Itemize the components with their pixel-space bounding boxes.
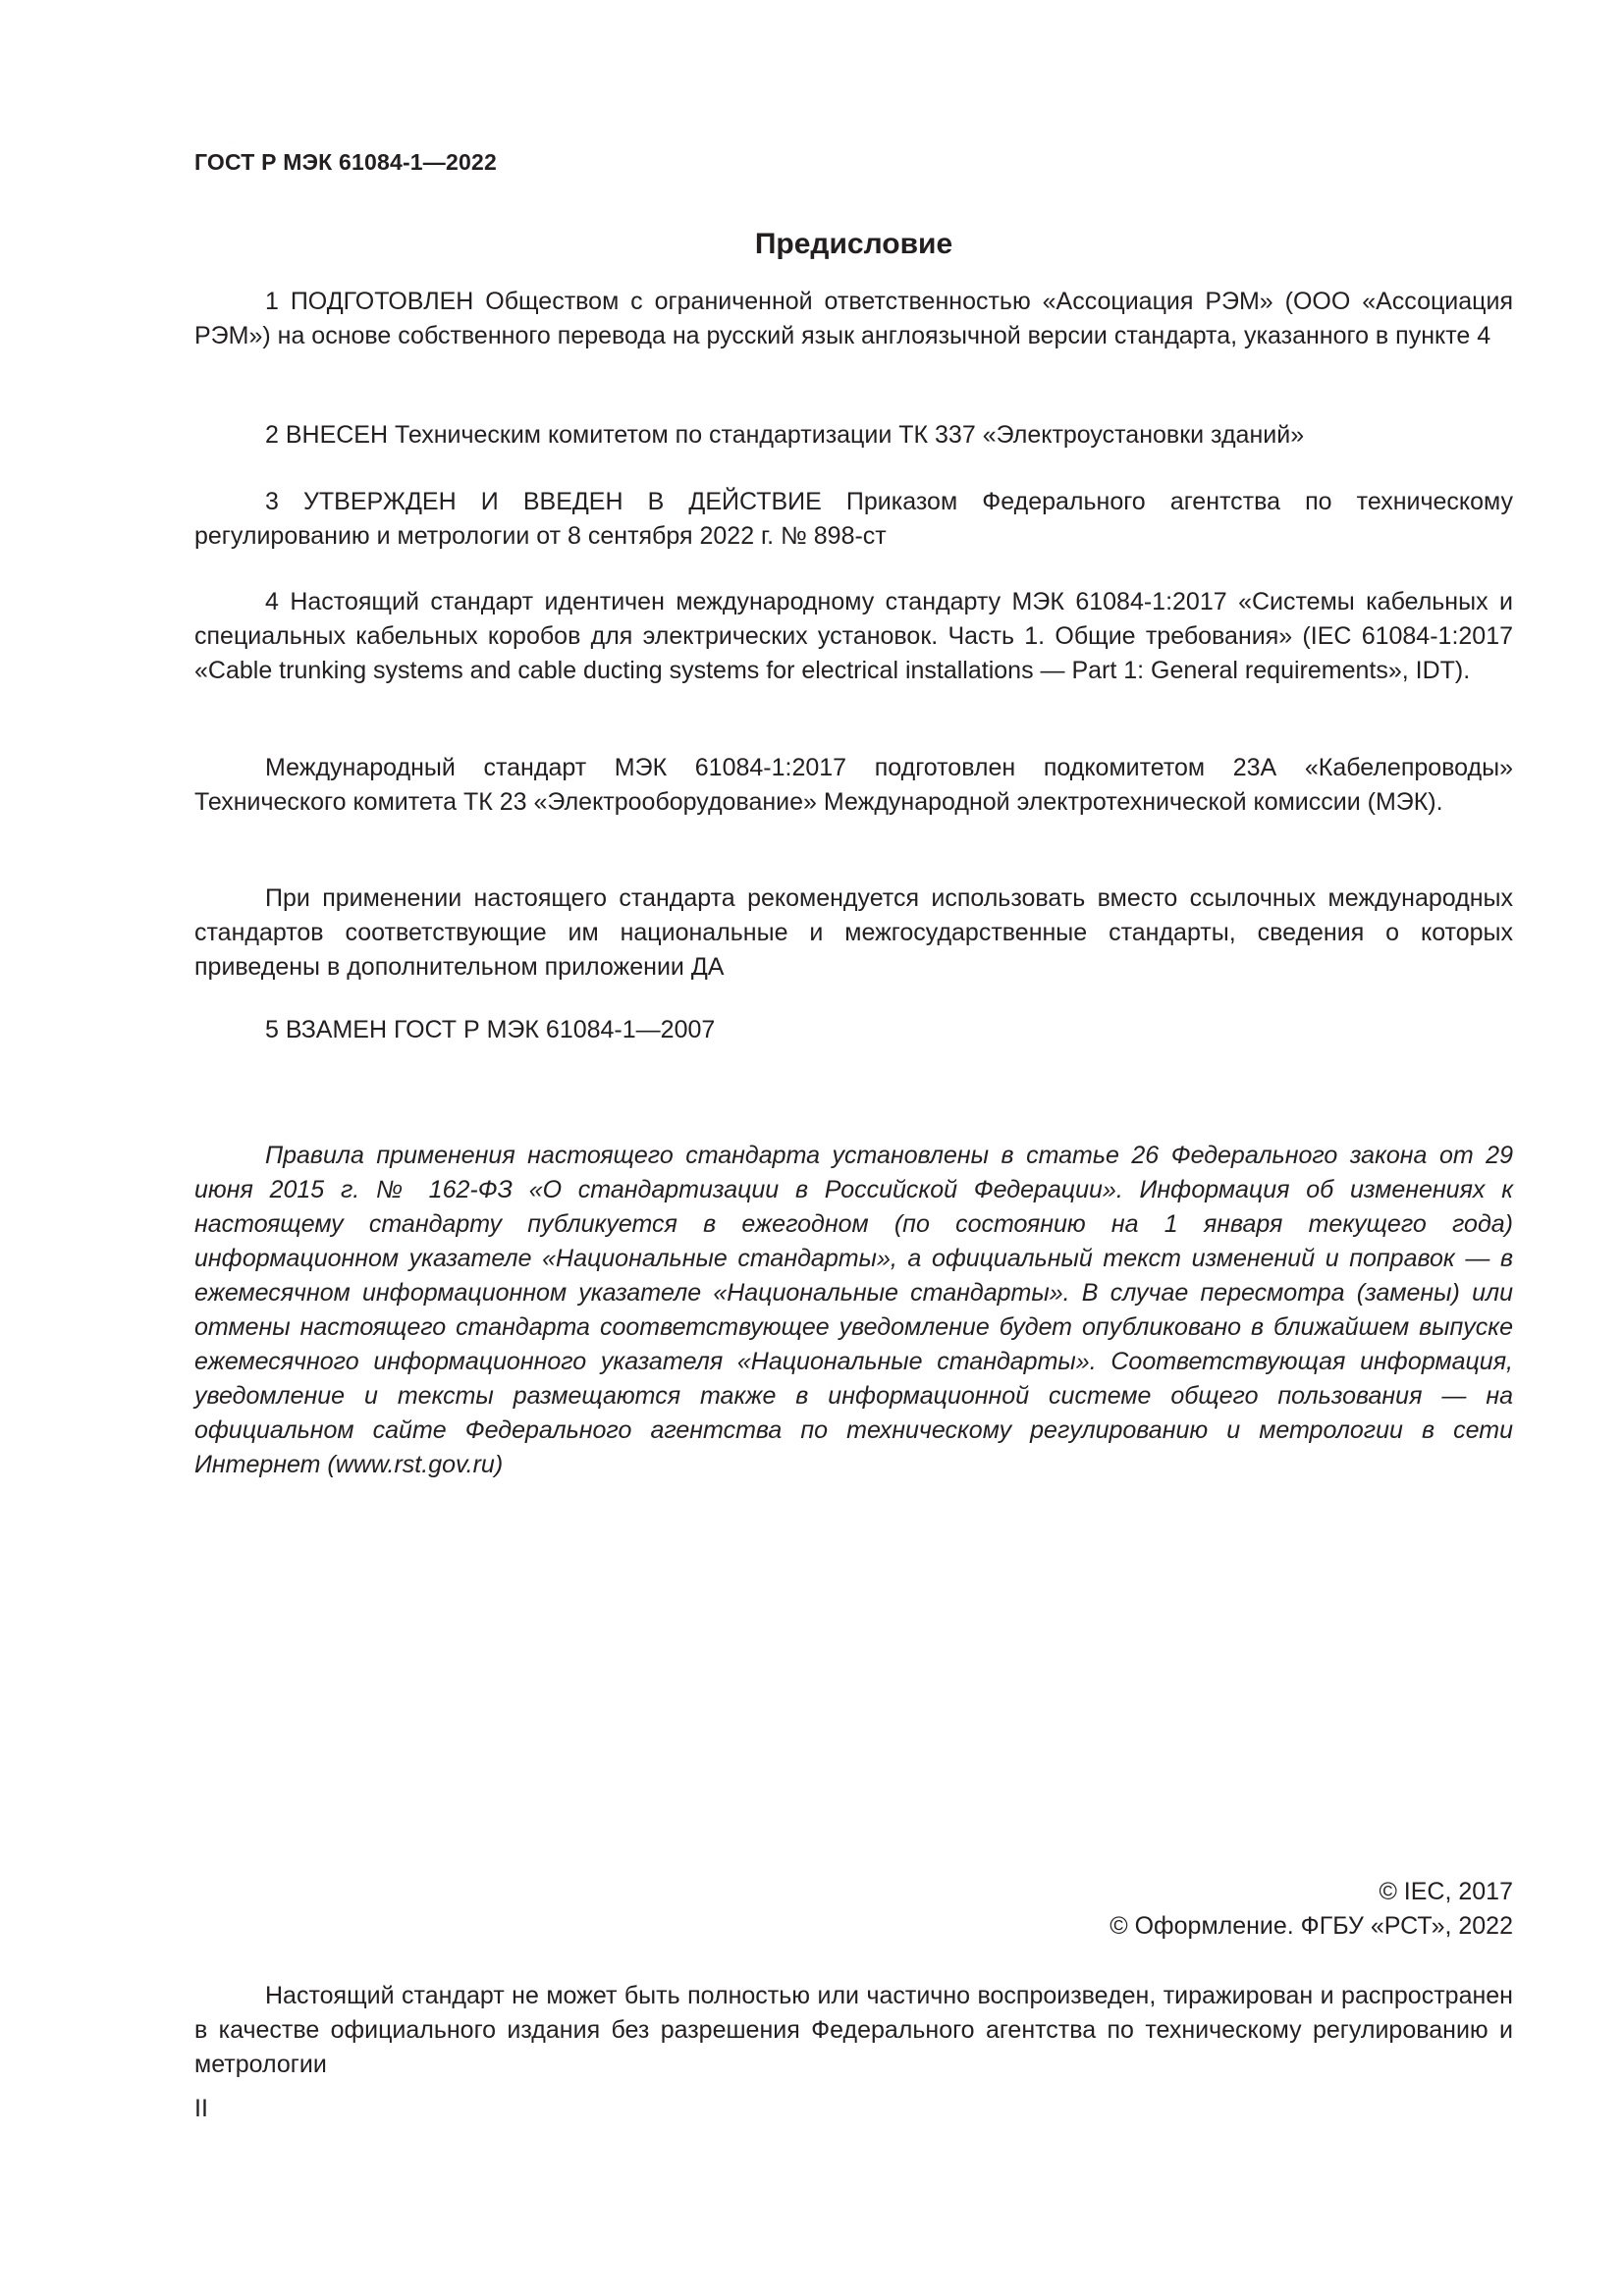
foreword-item-4-note bbox=[194, 751, 1513, 820]
foreword-item-4 bbox=[194, 585, 1513, 688]
reproduction-notice: Настоящий стандарт не может быть полностью или частично воспроизведен, тиражирован и распространен в качестве официального издания без разрешения Федерального агентства по техническому регулированию и метрологии bbox=[194, 1982, 1513, 2078]
paragraph: 4 Настоящий стандарт идентичен международному стандарту МЭК 61084-1:2017 «Системы кабельных и специальных кабельных коробов для электрических установок. Часть 1. Общие требования» (IEC 61084-1:2017 «Cable trunking systems and cable ducting systems for electrical installations — Part 1: General requirements», IDT). bbox=[194, 588, 1513, 684]
foreword-item-5 bbox=[194, 1013, 1513, 1047]
paragraph: 2 ВНЕСЕН Техническим комитетом по стандартизации ТК 337 «Электроустановки зданий» bbox=[265, 421, 1305, 449]
copyright-block bbox=[194, 1875, 1513, 1944]
paragraph: Международный стандарт МЭК 61084-1:2017 подготовлен подкомитетом 23А «Кабелепроводы» Технического комитета ТК 23 «Электрооборудование» Международной электротехнической комиссии (МЭК). bbox=[194, 754, 1513, 816]
paragraph: 1 ПОДГОТОВЛЕН Обществом с ограниченной ответственностью «Ассоциация РЭМ» (ООО «Ассоциация РЭМ») на основе собственного перевода на русский язык англоязычной версии стандарта, указанного в пункте 4 bbox=[194, 288, 1513, 349]
foreword-item-2 bbox=[194, 418, 1513, 453]
application-rules-notice: Правила применения настоящего стандарта установлены в статье 26 Федерального закона от 29 июня 2015 г. № 162-ФЗ «О стандартизации в Российской Федерации». Информация об изменениях к настоящему стандарту публикуется в ежегодном (по состоянию на 1 января текущего года) информационном указателе «Национальные стандарты», а официальный текст изменений и поправок — в ежемесячном информационном указателе «Национальные стандарты». В случае пересмотра (замены) или отмены настоящего стандарта соответствующее уведомление будет опубликовано в ближайшем выпуске ежемесячного информационного указателя «Национальные стандарты». Соответствующая информация, уведомление и тексты размещаются также в информационной системе общего пользования — на официальном сайте Федерального агентства по техническому регулированию и метрологии в сети Интернет (www.rst.gov.ru) bbox=[194, 1142, 1513, 1478]
copyright-iec: © IEC, 2017 bbox=[1379, 1878, 1513, 1905]
foreword-item-4-recommendation bbox=[194, 881, 1513, 985]
paragraph: 3 УТВЕРЖДЕН И ВВЕДЕН В ДЕЙСТВИЕ Приказом Федерального агентства по техническому регулированию и метрологии от 8 сентября 2022 г. № 898-ст bbox=[194, 488, 1513, 550]
foreword-item-3 bbox=[194, 485, 1513, 554]
paragraph: При применении настоящего стандарта рекомендуется использовать вместо ссылочных международных стандартов соответствующие им национальные и межгосударственные стандарты, сведения о которых приведены в дополнительном приложении ДА bbox=[194, 884, 1513, 981]
paragraph: 5 ВЗАМЕН ГОСТ Р МЭК 61084-1—2007 bbox=[265, 1016, 716, 1043]
copyright-design: © Оформление. ФГБУ «РСТ», 2022 bbox=[1110, 1912, 1513, 1940]
page-number: II bbox=[194, 2095, 208, 2122]
section-title: Предисловие bbox=[754, 228, 953, 260]
foreword-item-1 bbox=[194, 285, 1513, 353]
document-code: ГОСТ Р МЭК 61084-1—2022 bbox=[194, 149, 497, 175]
